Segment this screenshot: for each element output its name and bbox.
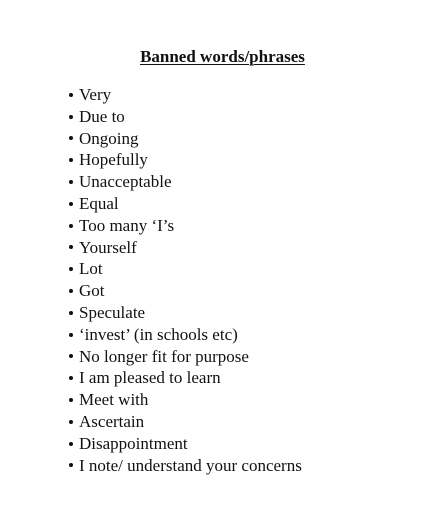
list-item-text: Ongoing	[79, 128, 139, 148]
list-item	[64, 433, 302, 455]
list-item-text: Very	[79, 85, 112, 104]
bullet-icon	[69, 267, 73, 271]
bullet-icon	[69, 354, 73, 358]
bullet-icon	[69, 93, 73, 97]
list-item	[64, 346, 302, 368]
list-item-text: Unacceptable	[79, 172, 172, 192]
list-item-text: Got	[79, 281, 105, 301]
document-title-text: Banned words/phrases	[140, 47, 305, 66]
list-item	[64, 171, 302, 193]
bullet-icon	[69, 420, 73, 424]
list-item-text: Meet with	[79, 390, 149, 410]
list-item-text: Equal	[79, 193, 119, 213]
list-item	[64, 106, 302, 128]
list-item-text: Due to	[79, 106, 125, 126]
bullet-icon	[69, 224, 73, 228]
bullet-icon	[69, 289, 73, 293]
list-item	[64, 237, 302, 259]
bullet-icon	[69, 333, 73, 337]
list-item	[64, 128, 302, 150]
bullet-icon	[69, 158, 73, 162]
list-item-text: No longer fit for purpose	[79, 346, 249, 366]
bullet-icon	[69, 202, 73, 206]
list-item-text: Too many ‘I’s	[79, 215, 175, 235]
bullet-icon	[69, 180, 73, 184]
bullet-icon	[69, 376, 73, 380]
bullet-icon	[69, 442, 73, 446]
list-item	[64, 149, 302, 171]
list-item	[64, 324, 302, 346]
list-item	[64, 367, 302, 389]
list-item-text: Lot	[79, 259, 103, 279]
list-item	[64, 280, 302, 302]
list-item	[64, 84, 302, 106]
list-item-text: I note/ understand your concerns	[79, 455, 302, 475]
list-item	[64, 411, 302, 433]
bullet-icon	[69, 311, 73, 315]
list-item-text: I am pleased to learn	[79, 368, 221, 388]
list-item	[64, 193, 302, 215]
bullet-icon	[69, 136, 73, 140]
list-item-text: Yourself	[79, 237, 137, 257]
bullet-icon	[69, 463, 73, 467]
banned-words-list	[64, 84, 302, 476]
list-item-text: Hopefully	[79, 150, 148, 170]
document-title	[0, 47, 445, 67]
bullet-icon	[69, 115, 73, 119]
list-item	[64, 302, 302, 324]
list-item-text: Ascertain	[79, 411, 145, 431]
list-item-text: ‘invest’ (in schools etc)	[79, 324, 238, 344]
list-item	[64, 215, 302, 237]
list-item	[64, 389, 302, 411]
list-item-text: Disappointment	[79, 433, 188, 453]
bullet-icon	[69, 245, 73, 249]
bullet-icon	[69, 398, 73, 402]
list-item	[64, 258, 302, 280]
list-item-text: Speculate	[79, 302, 146, 322]
list-item	[64, 455, 302, 477]
